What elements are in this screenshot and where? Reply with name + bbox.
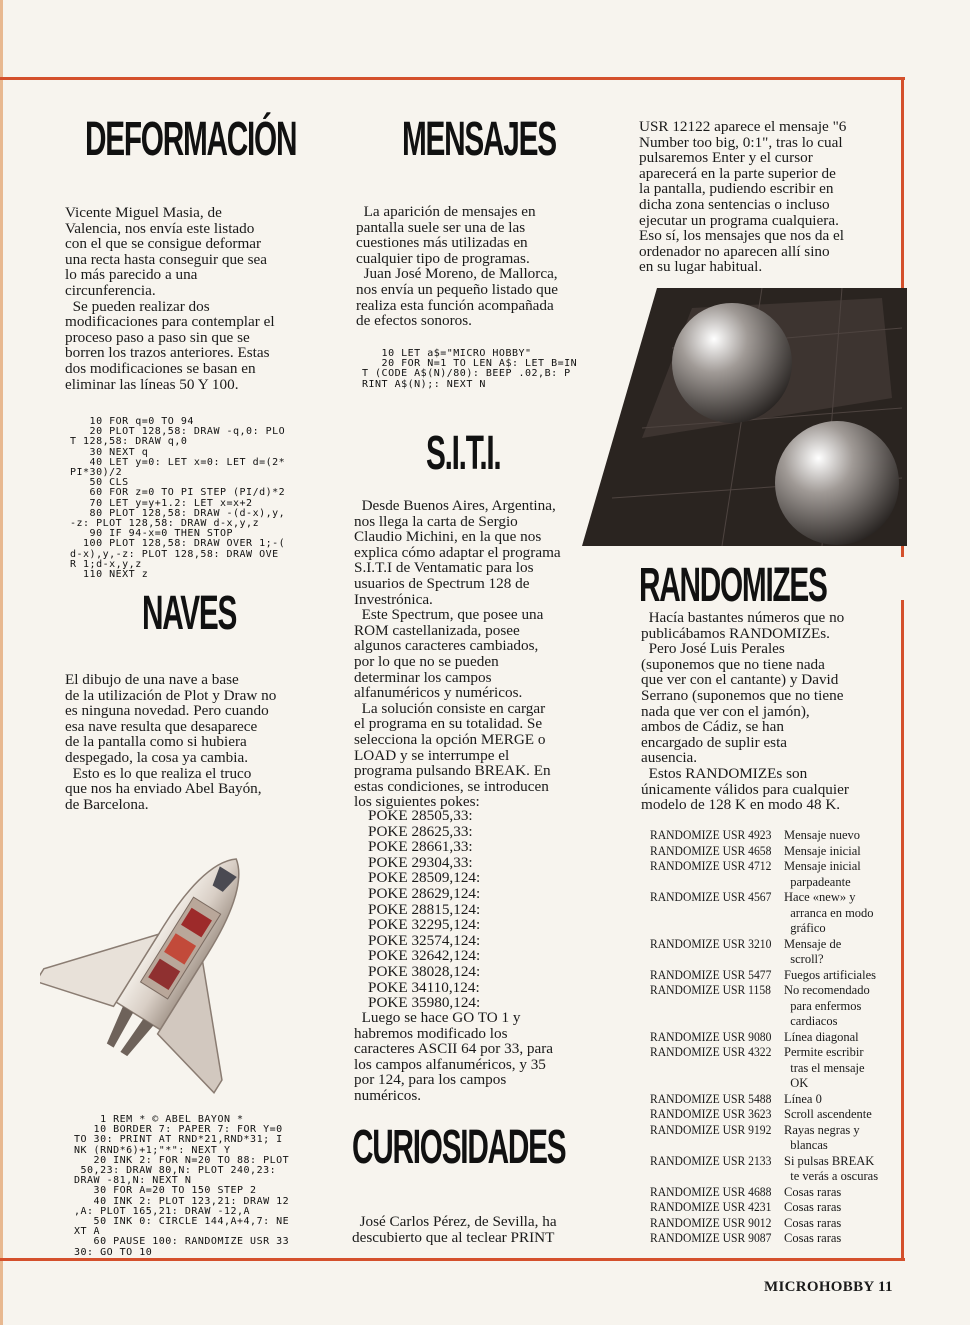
- naves-code: 1 REM * © ABEL BAYON * 10 BORDER 7: PAPER 7: FOR Y=0 TO 30: PRINT AT RND*21,RND*31; I NK (RND*6)+1;"*": NEXT Y 20 INK 2: FOR N=20 TO 88: PLOT 50,23: DRAW 80,N: PLOT 240,23: DRAW -81,N: NEXT N 30 FOR A=20 TO 150 STEP 2 40 INK 2: PLOT 123,21: DRAW 12 ,A: PLOT 165,21: DRAW -12,A 50 INK 0: CIRCLE 144,A+4,7: NE XT A 60 PAUSE 100: RANDOMIZE USR 33 30: GO TO 10: [74, 1114, 290, 1258]
- naves-title: NAVES: [142, 587, 237, 640]
- siti-body: Desde Buenos Aires, Argentina, nos llega la carta de Sergio Claudio Michini, en la que nos explica cómo adaptar el programa S.I.T.I de Ventamatic para los usuarios de Spectrum 128 de Investrónica. Este Spectrum, que posee una ROM castellanizada, posee algunos caracteres cambiados, por lo que no se pueden determinar los campos alfanuméricos y numéricos. La solución consiste en cargar el programa en su totalidad. Se selecciona la opción MERGE o LOAD y se interrumpe el programa pulsando BREAK. En estas condiciones, se introducen los siguientes pokes:: [354, 497, 561, 811]
- randomize-description: No recomendado para enfermos cardiacos: [784, 983, 870, 1028]
- randomizes-table: [650, 828, 900, 1247]
- randomize-row: [650, 1216, 900, 1232]
- randomizes-title: RANDOMIZES: [639, 559, 827, 612]
- randomizes-body: Hacía bastantes números que no publicábamos RANDOMIZEs. Pero José Luis Perales (suponemos que no tiene nada que ver con el cantante) y David Serrano (suponemos que no tiene nada que ver con el jamón), ambos de Cádiz, se han encargado de suplir esta ausencia. Estos RANDOMIZEs son únicamente válidos para cualquier modelo de 128 K en modo 48 K.: [641, 609, 849, 814]
- randomize-description: Mensaje nuevo: [784, 828, 861, 842]
- poke-line: POKE 28509,124:: [368, 869, 481, 887]
- poke-line: POKE 28629,124:: [368, 884, 481, 902]
- randomize-command: RANDOMIZE USR 4923: [650, 828, 772, 842]
- poke-line: POKE 35980,124:: [368, 994, 481, 1012]
- randomize-description: Mensaje inicial: [784, 843, 861, 858]
- randomize-command: RANDOMIZE USR 3623: [650, 1107, 772, 1121]
- randomize-row: [650, 983, 900, 1030]
- randomize-row: [650, 1185, 900, 1201]
- randomize-description: Línea diagonal: [784, 1029, 859, 1044]
- randomize-row: [650, 1045, 900, 1092]
- randomize-description: Rayas negras y blancas: [784, 1122, 860, 1152]
- spheres-illustration: [582, 288, 907, 546]
- poke-line: POKE 28815,124:: [368, 900, 481, 918]
- randomize-description: Si pulsas BREAK te verás a oscuras: [784, 1153, 879, 1183]
- randomize-description: Mensaje de scroll?: [784, 936, 842, 966]
- randomize-command: RANDOMIZE USR 2133: [650, 1153, 772, 1168]
- poke-line: POKE 28505,33:: [368, 807, 473, 824]
- page-footer: MICROHOBBY 11: [764, 1279, 893, 1295]
- poke-line: POKE 29304,33:: [368, 853, 473, 871]
- randomize-command: RANDOMIZE USR 4322: [650, 1045, 772, 1059]
- randomize-row: [650, 890, 900, 937]
- frame-bottom-rule: [0, 1258, 905, 1261]
- curiosidades-title: CURIOSIDADES: [352, 1121, 566, 1174]
- page-spine: [0, 0, 3, 1325]
- naves-body: El dibujo de una nave a base de la utilización de Plot y Draw no es ninguna novedad. Pero cuando esa nave resulta que desaparece de la pantalla como si hubiera despegado, la cosa ya cambia. Esto es lo que realiza el truco que nos ha enviado Abel Bayón, de Barcelona.: [65, 671, 277, 813]
- randomize-row: [650, 1030, 900, 1046]
- randomize-description: Cosas raras: [784, 1215, 842, 1230]
- randomize-row: [650, 1231, 900, 1247]
- poke-line: POKE 34110,124:: [368, 978, 480, 996]
- poke-line: POKE 32574,124:: [368, 931, 481, 949]
- randomize-command: RANDOMIZE USR 4231: [650, 1200, 772, 1214]
- randomize-command: RANDOMIZE USR 4688: [650, 1184, 772, 1199]
- randomize-command: RANDOMIZE USR 5477: [650, 967, 772, 982]
- siti-pokes-list: [368, 808, 480, 1011]
- poke-line: POKE 28625,33:: [368, 822, 473, 840]
- randomize-row: [650, 937, 900, 968]
- randomize-command: RANDOMIZE USR 5488: [650, 1091, 772, 1106]
- randomize-description: Cosas raras: [784, 1231, 842, 1245]
- mensajes-body: La aparición de mensajes en pantalla suele ser una de las cuestiones más utilizadas en cualquier tipo de programas. Juan José Moreno, de Mallorca, nos envía un pequeño listado que realiza esta función acompañada de efectos sonoros.: [356, 203, 559, 330]
- randomize-description: Mensaje inicial parpadeante: [784, 859, 861, 889]
- randomize-row: [650, 1200, 900, 1216]
- randomize-description: Cosas raras: [784, 1200, 842, 1214]
- randomize-command: RANDOMIZE USR 4712: [650, 859, 772, 873]
- randomize-description: Permite escribir tras el mensaje OK: [784, 1045, 865, 1090]
- curiosidades-body: José Carlos Pérez, de Sevilla, ha descubierto que al teclear PRINT: [352, 1213, 557, 1246]
- siti-title: S.I.T.I.: [426, 427, 501, 480]
- randomize-row: [650, 1154, 900, 1185]
- randomize-description: Fuegos artificiales: [784, 967, 876, 982]
- randomize-row: [650, 859, 900, 890]
- randomize-row: [650, 1092, 900, 1108]
- randomize-description: Scroll ascendente: [784, 1107, 872, 1121]
- randomize-command: RANDOMIZE USR 9080: [650, 1029, 772, 1044]
- poke-line: POKE 32642,124:: [368, 947, 481, 965]
- randomize-row: [650, 844, 900, 860]
- randomize-description: Línea 0: [784, 1091, 822, 1106]
- mensajes-code: 10 LET a$="MICRO HOBBY" 20 FOR N=1 TO LEN A$: LET B=IN T (CODE A$(N)/80): BEEP .02,B: P RINT A$(N);: NEXT N: [362, 348, 578, 390]
- randomize-command: RANDOMIZE USR 9087: [650, 1231, 772, 1245]
- deformacion-code: 10 FOR q=0 TO 94 20 PLOT 128,58: DRAW -q,0: PLO T 128,58: DRAW q,0 30 NEXT q 40 LET y=0: LET x=0: LET d=(2* PI*30)/2 50 CLS 60 FOR z=0 TO PI STEP (PI/d)*2 70 LET y=y+1.2: LET x=x+2 80 PLOT 128,58: DRAW -(d-x),y, -z: PLOT 128,58: DRAW d-x,y,z 90 IF 94-x=0 THEN STOP 100 PLOT 128,58: DRAW OVER 1;-( d-x),y,-z: PLOT 128,58: DRAW OVE R 1;d-x,y,z 110 NEXT z: [70, 416, 286, 581]
- frame-right-rule-lower: [901, 600, 904, 1260]
- deformacion-body: Vicente Miguel Masia, de Valencia, nos envía este listado con el que se consigue deformar una recta hasta conseguir que sea lo más parecido a una circunferencia. Se pueden realizar dos modificaciones para contemplar el proceso paso a paso sin que se borren los trazos anteriores. Estas dos modificaciones se basan en eliminar las líneas 50 Y 100.: [65, 204, 275, 393]
- curiosidades-body-continued: USR 12122 aparece el mensaje "6 Number too big, 0:1", tras lo cual pulsaremos Enter y el cursor aparecerá en la parte superior de la pantalla, pudiendo escribir en dicha zona sentencias o incluso ejecutar un programa cualquiera. Eso sí, los mensajes que nos da el ordenador no aparecen allí sino en su lugar habitual.: [639, 118, 847, 276]
- randomize-command: RANDOMIZE USR 4567: [650, 890, 772, 904]
- randomize-row: [650, 828, 900, 844]
- poke-line: POKE 28661,33:: [368, 838, 473, 856]
- poke-line: POKE 38028,124:: [368, 962, 481, 980]
- poke-line: POKE 32295,124:: [368, 916, 481, 934]
- space-shuttle-illustration: [40, 835, 300, 1095]
- randomize-command: RANDOMIZE USR 3210: [650, 936, 772, 951]
- randomize-command: RANDOMIZE USR 1158: [650, 983, 772, 997]
- frame-top-rule: [0, 77, 905, 80]
- randomize-command: RANDOMIZE USR 9012: [650, 1215, 772, 1230]
- randomize-row: [650, 1123, 900, 1154]
- mensajes-title: MENSAJES: [402, 113, 556, 166]
- randomize-row: [650, 968, 900, 984]
- randomize-description: Cosas raras: [784, 1184, 842, 1199]
- randomize-row: [650, 1107, 900, 1123]
- deformacion-title: DEFORMACIÓN: [85, 113, 297, 166]
- randomize-description: Hace «new» y arranca en modo gráfico: [784, 890, 874, 935]
- randomize-command: RANDOMIZE USR 9192: [650, 1122, 772, 1137]
- randomize-command: RANDOMIZE USR 4658: [650, 843, 772, 858]
- siti-body2: Luego se hace GO TO 1 y habremos modificado los caracteres ASCII 64 por 33, para los campos alfanuméricos, y 35 por 124, para los campos numéricos.: [354, 1009, 554, 1104]
